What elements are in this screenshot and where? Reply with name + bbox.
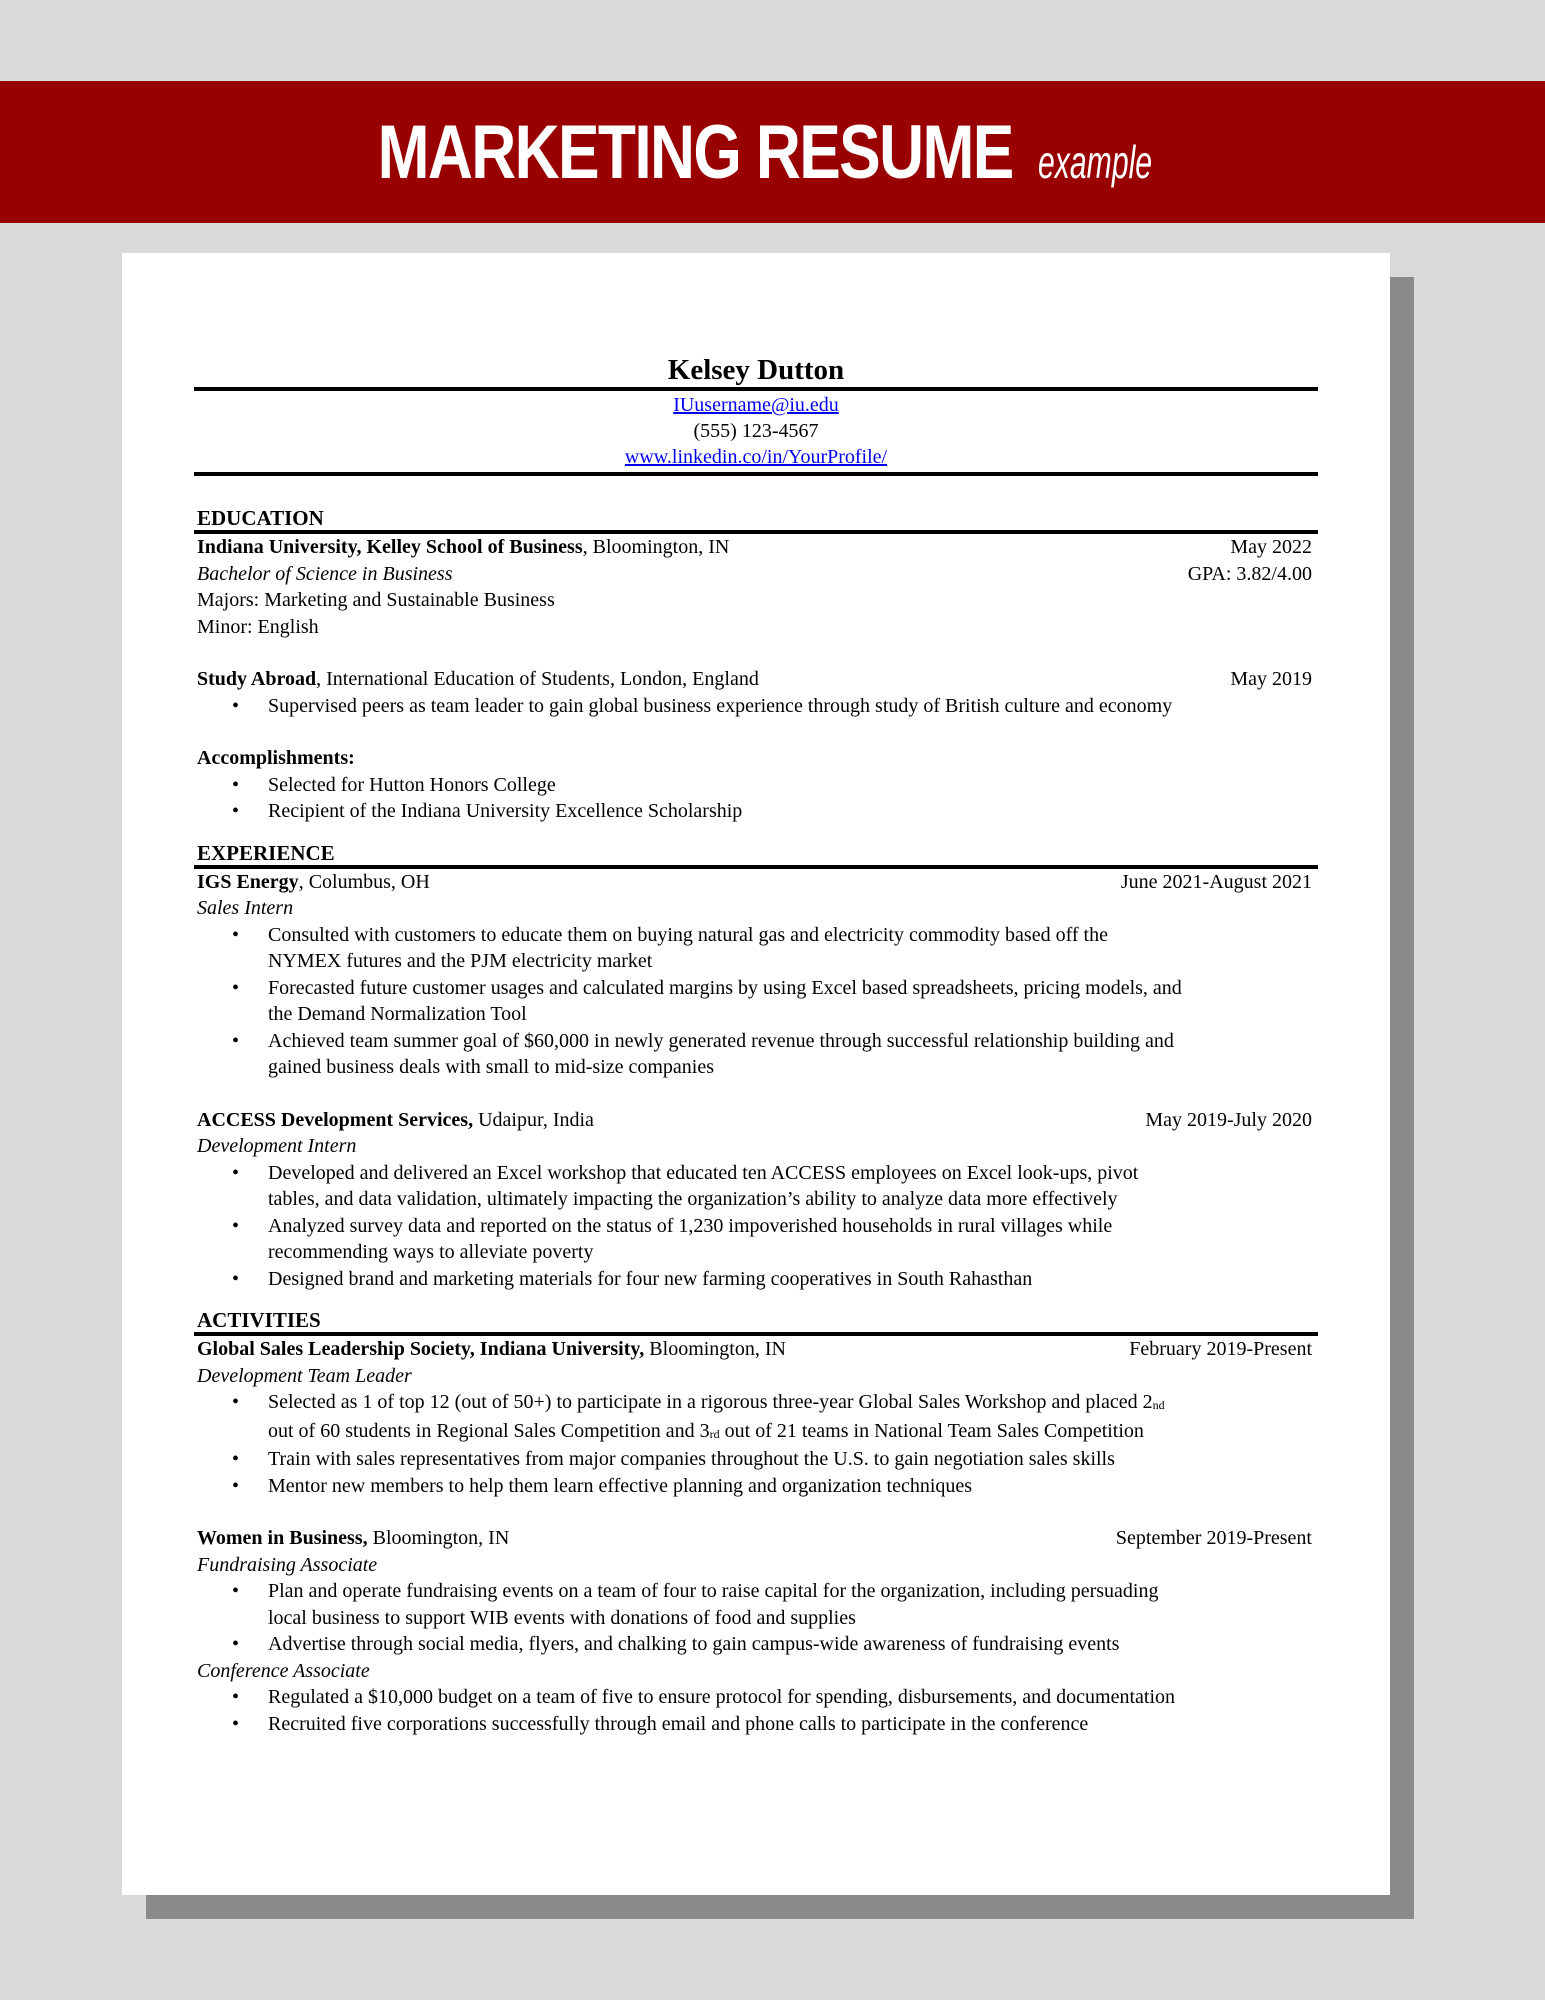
study-abroad-date: May 2019 xyxy=(1230,668,1312,690)
list-item: • Developed and delivered an Excel workshop that educated ten ACCESS employees on Excel look-ups, pivot tables, and data validation, ultimately impacting the organization’s ability to analyze data more effectively xyxy=(232,1161,1139,1210)
school-row xyxy=(194,534,1318,561)
list-item: • Advertise through social media, flyers, and chalking to gain campus-wide awareness of fundraising events xyxy=(194,1631,1318,1658)
section-heading-experience: EXPERIENCE xyxy=(197,840,335,865)
bullet-icon: • xyxy=(232,1267,240,1290)
section-heading-education: EDUCATION xyxy=(197,506,324,530)
job-date: June 2021-August 2021 xyxy=(1120,870,1312,893)
list-item: • Consulted with customers to educate them on buying natural gas and electricity commodity based off the NYMEX futures and the PJM electricity market xyxy=(232,923,1108,972)
study-abroad-title: Study Abroad xyxy=(197,668,317,690)
accomplishments-heading: Accomplishments: xyxy=(197,747,355,769)
contact-block xyxy=(194,391,1318,472)
activity-date: September 2019-Present xyxy=(1115,1527,1312,1549)
bullet-icon: • xyxy=(232,773,240,796)
job-title: Sales Intern xyxy=(197,897,294,919)
bullet-icon: • xyxy=(232,1161,240,1184)
list-item: • Mentor new members to help them learn effective planning and organization techniques xyxy=(194,1473,1318,1500)
list-item: • Selected as 1 of top 12 (out of 50+) to participate in a rigorous three-year Global Sales Workshop and placed 2nd out of 60 students in Regional Sales Competition and 3rd out of 21 teams in National Team Sales Competition xyxy=(232,1391,1165,1442)
resume-page xyxy=(122,253,1390,1895)
bullet-icon: • xyxy=(232,800,240,822)
study-abroad-bullets xyxy=(194,693,1318,720)
bullet-icon: • xyxy=(232,923,240,946)
minor: Minor: English xyxy=(197,615,319,638)
job-org: IGS Energy xyxy=(197,870,299,893)
phone-number: (555) 123-4567 xyxy=(693,420,819,442)
job-location: , Columbus, OH xyxy=(298,870,430,893)
list-item: • Selected for Hutton Honors College xyxy=(194,772,1318,799)
bullet-icon: • xyxy=(232,1686,240,1708)
study-abroad-detail: , International Education of Students, London, England xyxy=(316,668,759,690)
accomplishments-list xyxy=(194,772,1318,825)
graduation-date: May 2022 xyxy=(1230,536,1312,558)
banner-title-main: MARKETING RESUME xyxy=(377,109,1014,195)
activity-location: Bloomington, IN xyxy=(367,1527,510,1549)
activity-role: Development Team Leader xyxy=(197,1364,412,1387)
list-item: • Supervised peers as team leader to gain global business experience through study of British culture and economy xyxy=(194,693,1318,720)
job-org: ACCESS Development Services, xyxy=(197,1108,474,1131)
title-banner xyxy=(0,81,1545,223)
bullet-icon: • xyxy=(232,1633,240,1655)
job-entry xyxy=(194,1107,1318,1293)
list-item: • Recruited five corporations successfully through email and phone calls to participate in the conference xyxy=(194,1711,1318,1738)
list-item: • Train with sales representatives from major companies throughout the U.S. to gain negotiation sales skills xyxy=(194,1446,1318,1473)
job-location: Udaipur, India xyxy=(473,1108,594,1131)
job-title: Development Intern xyxy=(197,1135,357,1157)
list-item: • Regulated a $10,000 budget on a team of five to ensure protocol for spending, disbursements, and documentation xyxy=(194,1684,1318,1711)
activity-entry xyxy=(194,1336,1318,1499)
degree: Bachelor of Science in Business xyxy=(197,562,453,585)
bullet-icon: • xyxy=(232,1214,240,1237)
activity-date: February 2019-Present xyxy=(1129,1338,1312,1360)
bullet-icon: • xyxy=(232,1391,240,1413)
bullet-icon: • xyxy=(232,694,240,717)
linkedin-link[interactable]: www.linkedin.co/in/YourProfile/ xyxy=(624,446,888,468)
candidate-name: Kelsey Dutton xyxy=(667,354,845,386)
bullet-icon: • xyxy=(232,1029,240,1052)
job-date: May 2019-July 2020 xyxy=(1145,1108,1312,1131)
study-abroad-row xyxy=(194,666,1318,693)
list-item: • Recipient of the Indiana University Excellence Scholarship xyxy=(194,798,1318,825)
gpa: GPA: 3.82/4.00 xyxy=(1187,562,1312,585)
job-entry xyxy=(194,869,1318,1081)
activity-entry xyxy=(194,1525,1318,1737)
email-link[interactable]: IUusername@iu.edu xyxy=(673,394,839,416)
list-item: • Plan and operate fundraising events on a team of four to raise capital for the organization, including persuading local business to support WIB events with donations of food and supplies xyxy=(232,1580,1159,1629)
majors: Majors: Marketing and Sustainable Business xyxy=(197,589,555,611)
section-heading-activities: ACTIVITIES xyxy=(197,1308,321,1332)
resume-content xyxy=(194,353,1318,1737)
banner-title xyxy=(378,109,1167,196)
bullet-icon: • xyxy=(232,1448,240,1470)
activity-location: Bloomington, IN xyxy=(644,1338,786,1360)
school-location: , Bloomington, IN xyxy=(582,536,730,558)
bullet-icon: • xyxy=(232,1580,240,1602)
school-name: Indiana University, Kelley School of Business xyxy=(197,536,583,558)
degree-row xyxy=(194,561,1318,588)
list-item: • Designed brand and marketing materials for four new farming cooperatives in South Rahasthan xyxy=(194,1266,1318,1293)
divider xyxy=(194,472,1318,476)
list-item: • Forecasted future customer usages and calculated margins by using Excel based spreadsheets, pricing models, and the Demand Normalization Tool xyxy=(232,976,1182,1025)
activity-role: Conference Associate xyxy=(197,1659,370,1682)
list-item: • Analyzed survey data and reported on the status of 1,230 impoverished households in rural villages while recommending ways to alleviate poverty xyxy=(232,1214,1113,1263)
activity-org: Global Sales Leadership Society, Indiana University, xyxy=(197,1338,645,1360)
banner-subtitle: example xyxy=(1038,135,1153,188)
bullet-icon: • xyxy=(232,976,240,999)
activity-role: Fundraising Associate xyxy=(197,1553,378,1576)
list-item: • Achieved team summer goal of $60,000 in newly generated revenue through successful relationship building and gained business deals with small to mid-size companies xyxy=(232,1029,1174,1078)
bullet-icon: • xyxy=(232,1474,240,1497)
bullet-icon: • xyxy=(232,1712,240,1735)
activity-org: Women in Business, xyxy=(197,1527,368,1549)
